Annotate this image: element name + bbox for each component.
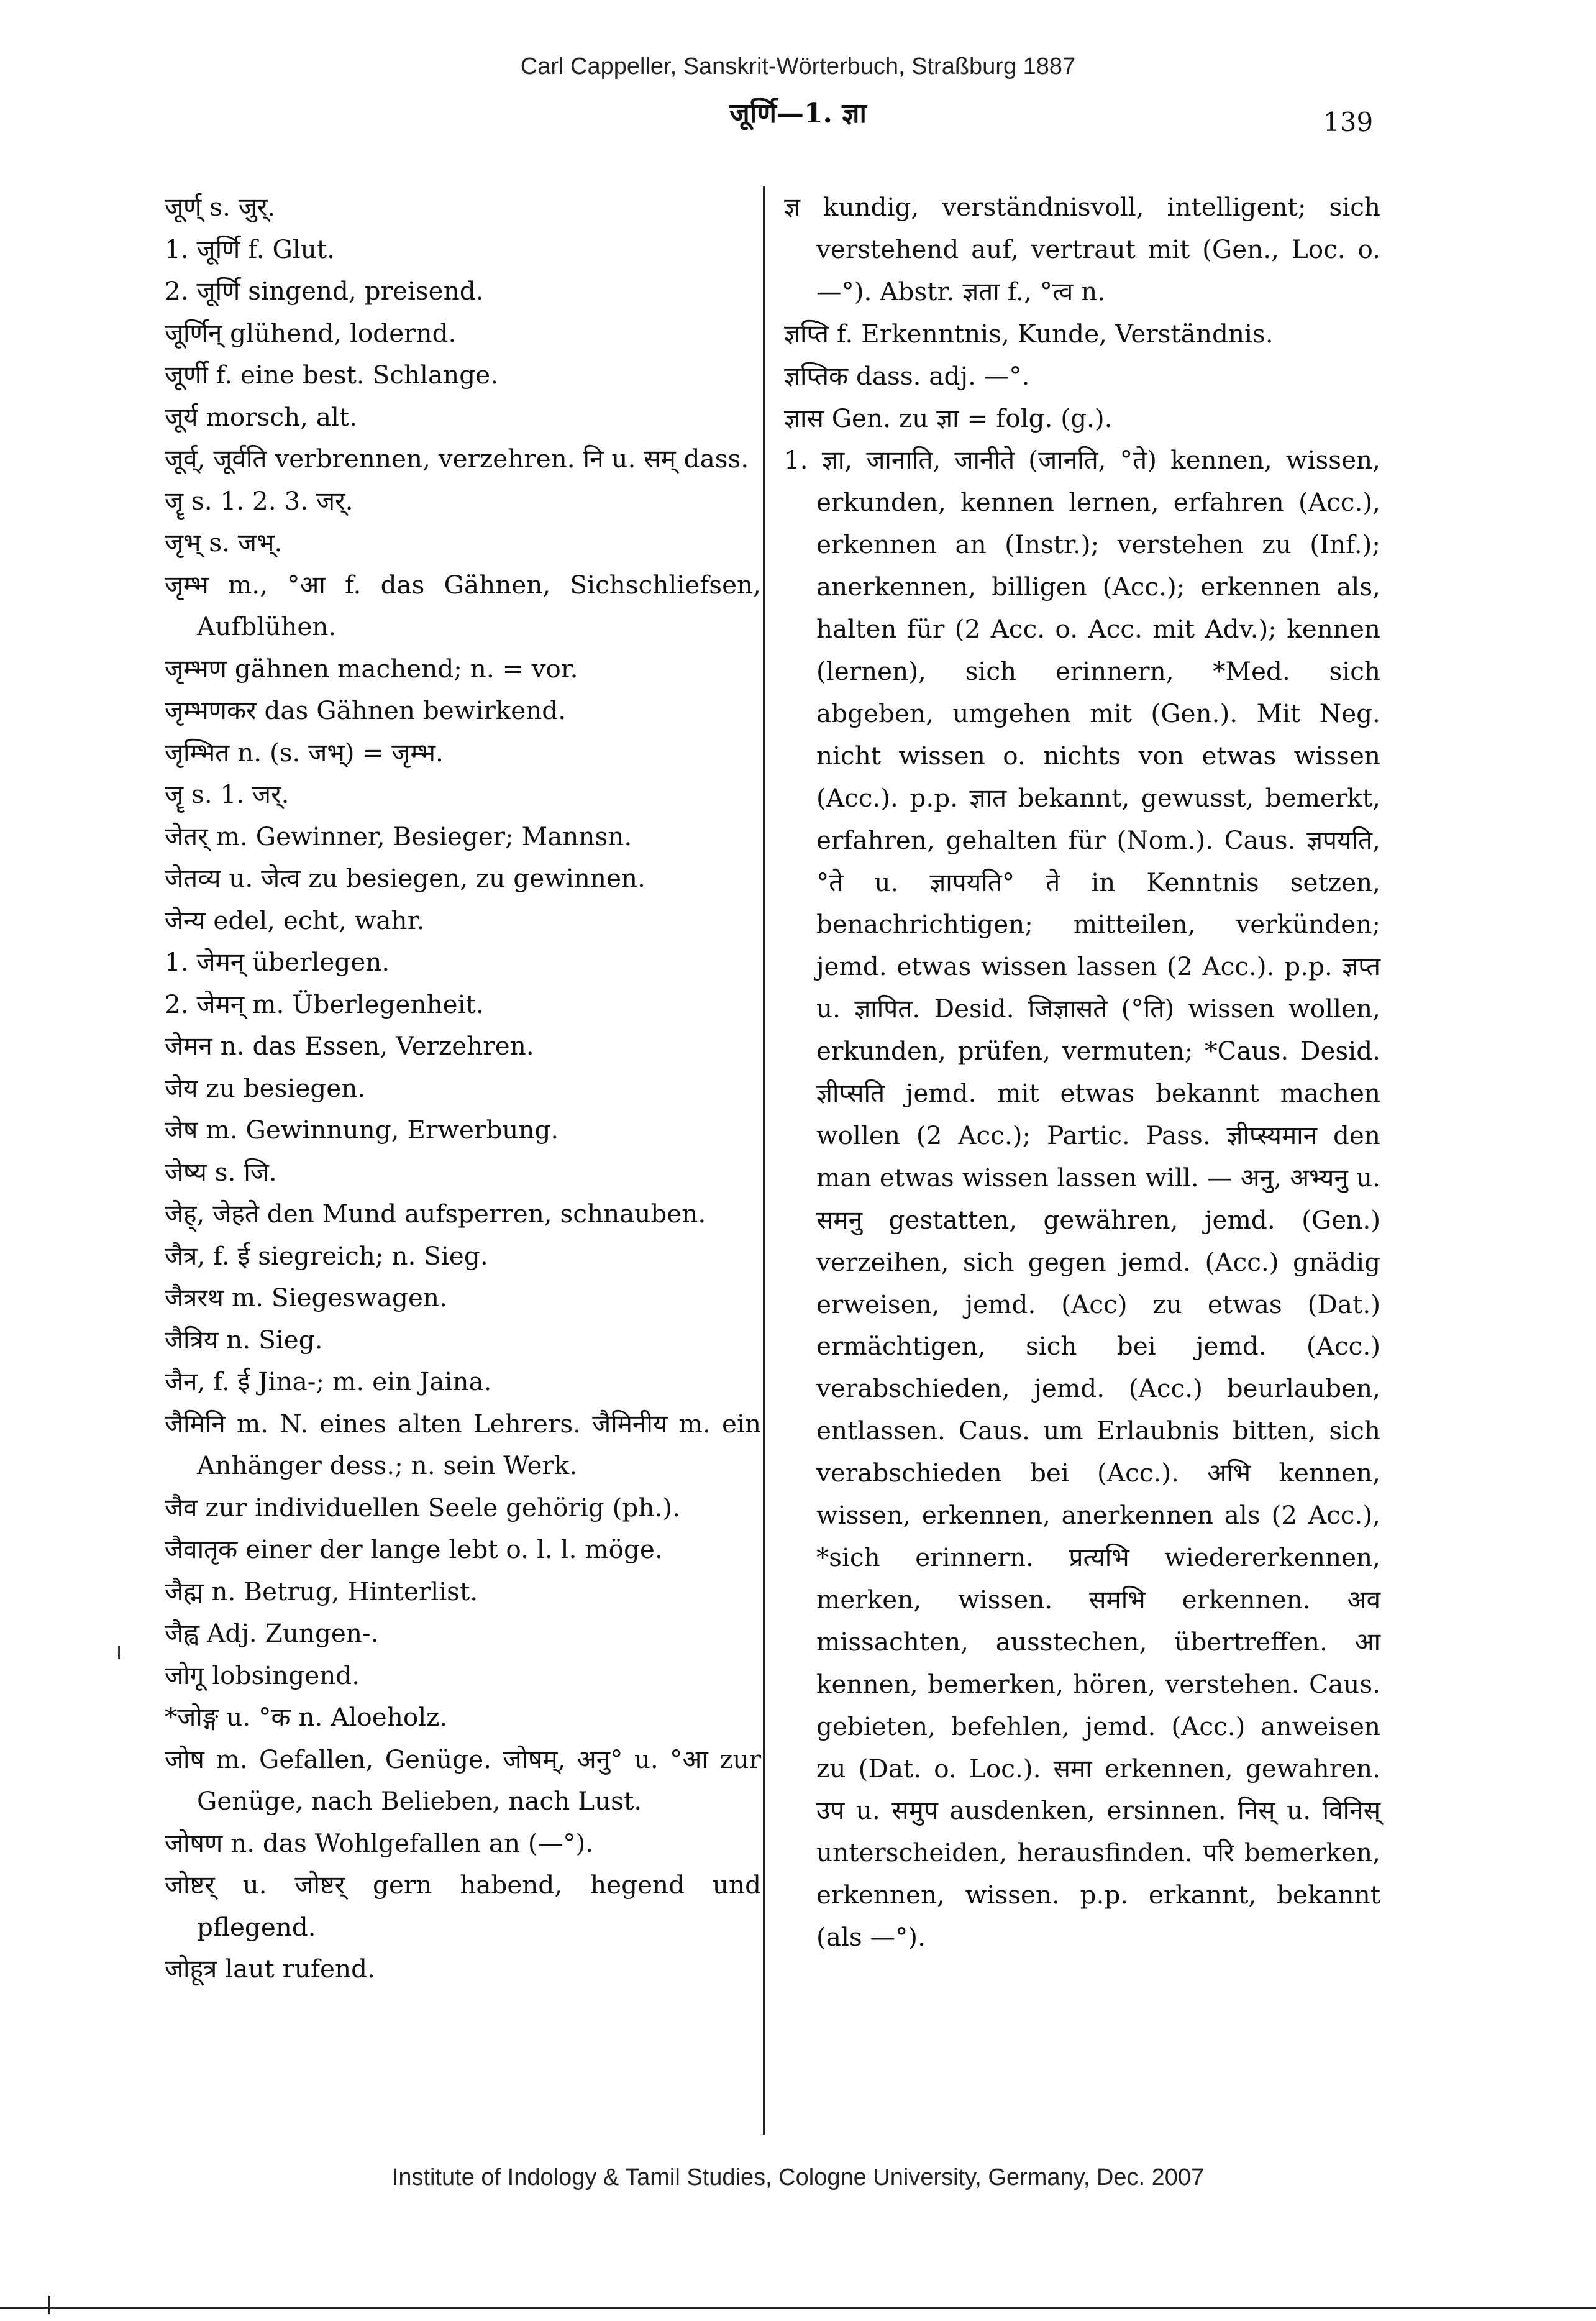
dictionary-entry: ज्ञप्ति f. Erkenntnis, Kunde, Verständnis. [784,318,1274,349]
dictionary-entry: ज्ञ kundig, verständnisvoll, intelligent; sich verstehend auf, vertraut mit (Gen., Loc. o. —°). Abstr. ज्ञता f., °त्व n. [784,192,1380,306]
dictionary-entry: जृम्भणकर das Gähnen bewirkend. [165,695,567,725]
dictionary-entry: जैमिनि m. N. eines alten Lehrers. जैमिनीय m. ein Anhänger dess.; n. sein Werk. [165,1408,761,1480]
dictionary-entry: जृम्भण gähnen machend; n. = vor. [165,653,578,684]
page-number: 139 [1323,107,1374,137]
dictionary-entry: जेमन n. das Essen, Verzehren. [165,1031,534,1061]
dictionary-entry: जोगू lobsingend. [165,1660,360,1690]
dictionary-entry: 1. ज्ञा, जानाति, जानीते (जानति, °ते) kennen, wissen, erkunden, kennen lernen, erfahren (Acc.), erkennen an (Instr.); verstehen zu (Inf.); anerkennen, billigen (Acc.); erkennen als, halten für (2 Acc. o. Acc. mit Adv.); kennen (lernen), sich erinnern, *Med. sich abgeben, umgehen mit (Gen.). Mit Neg. nicht wissen o. nichts von etwas wissen (Acc.). p.p. ज्ञात bekannt, gewusst, bemerkt, erfahren, gehalten für (Nom.). Caus. ज्ञपयति, °ते u. ज्ञापयति° ते in Kenntnis setzen, benachrichtigen; mitteilen, verkünden; jemd. etwas wissen lassen (2 Acc.). p.p. ज्ञप्त u. ज्ञापित. Desid. जिज्ञासते (°ति) wissen wollen, erkunden, prüfen, vermuten; *Caus. Desid. ज्ञीप्सति jemd. mit etwas bekannt machen wollen (2 Acc.); Partic. Pass. ज्ञीप्स्यमान den man etwas wissen lassen will. — अनु, अभ्यनु u. समनु gestatten, gewähren, jemd. (Gen.) verzeihen, sich gegen jemd. (Acc.) gnädig erweisen, jemd. (Acc) zu etwas (Dat.) ermächtigen, sich bei jemd. (Acc.) verabschieden, jemd. (Acc.) beurlauben, entlassen. Caus. um Erlaubnis bitten, sich verabschieden bei (Acc.). अभि kennen, wissen, erkennen, anerkennen als (2 Acc.), *sich erinnern. प्रत्यभि wiedererkennen, merken, wissen. समभि erkennen. अव missachten, ausstechen, übertreffen. आ kennen, bemerken, hören, verstehen. Caus. gebieten, befehlen, jemd. (Acc.) anweisen zu (Dat. o. Loc.). समा erkennen, gewahren. उप u. समुप ausdenken, ersinnen. निस् u. विनिस् unterscheiden, herausfinden. परि bemerken, erkennen, wissen. p.p. erkannt, bekannt (als —°). [784,445,1380,1952]
dictionary-entry: 2. जूर्णि singend, preisend. [165,276,484,306]
dictionary-entry: जूर्व्, जूर्वति verbrennen, verzehren. नि u. सम् dass. [165,444,749,474]
dictionary-entry: 1. जेमन् überlegen. [165,947,390,977]
dictionary-entry: जूर्णी f. eine best. Schlange. [165,360,498,390]
dictionary-entry: जैह्व Adj. Zungen-. [165,1618,379,1648]
dictionary-entry: जैवातृक einer der lange lebt o. l. l. möge. [165,1534,663,1564]
left-column [165,186,761,1990]
margin-mark [118,1646,120,1659]
dictionary-entry: जूर्य morsch, alt. [165,401,358,432]
dictionary-entry: जैत्ररथ m. Siegeswagen. [165,1283,447,1312]
dictionary-entry: *जोङ्ग u. °क n. Aloeholz. [165,1702,448,1732]
column-divider [763,186,765,2135]
running-head: जूर्णि—1. ज्ञा [729,98,867,129]
dictionary-entry: जॄ s. 1. जर्. [165,779,290,809]
scan-edge-mark [48,2296,50,2314]
dictionary-entry: जैत्र, f. ई siegreich; n. Sieg. [165,1240,488,1271]
scan-edge-rule [0,2307,1596,2309]
dictionary-entry: जैत्रिय n. Sieg. [165,1324,323,1355]
dictionary-entry: जैह्म n. Betrug, Hinterlist. [165,1576,478,1606]
dictionary-entry: ज्ञास Gen. zu ज्ञा = folg. (g.). [784,403,1113,433]
dictionary-entry: जृम्भित n. (s. जभ्) = जृम्भ. [165,737,444,767]
dictionary-entry: जेह्, जेहते den Mund aufsperren, schnauben. [165,1199,706,1229]
dictionary-entry: जूर्णिन् glühend, lodernd. [165,318,457,348]
dictionary-entry: जैन, f. ई Jina-; m. ein Jaina. [165,1367,492,1396]
source-citation: Carl Cappeller, Sanskrit-Wörterbuch, Straßburg 1887 [520,53,1076,80]
dictionary-entry: जेतर् m. Gewinner, Besieger; Mannsn. [165,821,632,851]
dictionary-entry: जृभ् s. जभ्. [165,528,283,557]
dictionary-entry: जोष्टर् u. जोष्टर् gern habend, hegend und pflegend. [165,1870,761,1942]
dictionary-entry: जोहूत्र laut rufend. [165,1954,375,1984]
dictionary-entry: जोष m. Gefallen, Genüge. जोषम्, अनु° u. °आ zur Genüge, nach Belieben, nach Lust. [165,1744,761,1816]
dictionary-entry: जेन्य edel, echt, wahr. [165,905,425,935]
dictionary-entry: जेतव्य u. जेत्व zu besiegen, zu gewinnen. [165,863,645,893]
digitization-credit: Institute of Indology & Tamil Studies, Cologne University, Germany, Dec. 2007 [391,2164,1205,2191]
dictionary-entry: जूर्ण् s. जुर्. [165,192,276,222]
dictionary-entry: जेष्य s. जि. [165,1156,277,1187]
right-column [784,186,1380,1959]
dictionary-entry: जेय zu besiegen. [165,1073,366,1103]
dictionary-entry: जृम्भ m., °आ f. das Gähnen, Sichschliefsen, Aufblühen. [165,569,761,641]
dictionary-entry: ज्ञप्तिक dass. adj. —°. [784,360,1030,391]
dictionary-entry: जैव zur individuellen Seele gehörig (ph.). [165,1492,680,1522]
dictionary-entry: जेष m. Gewinnung, Erwerbung. [165,1115,559,1145]
dictionary-entry: जॄ s. 1. 2. 3. जर्. [165,485,353,516]
dictionary-entry: जोषण n. das Wohlgefallen an (—°). [165,1828,594,1858]
dictionary-entry: 1. जूर्णि f. Glut. [165,234,335,264]
dictionary-entry: 2. जेमन् m. Überlegenheit. [165,989,484,1019]
